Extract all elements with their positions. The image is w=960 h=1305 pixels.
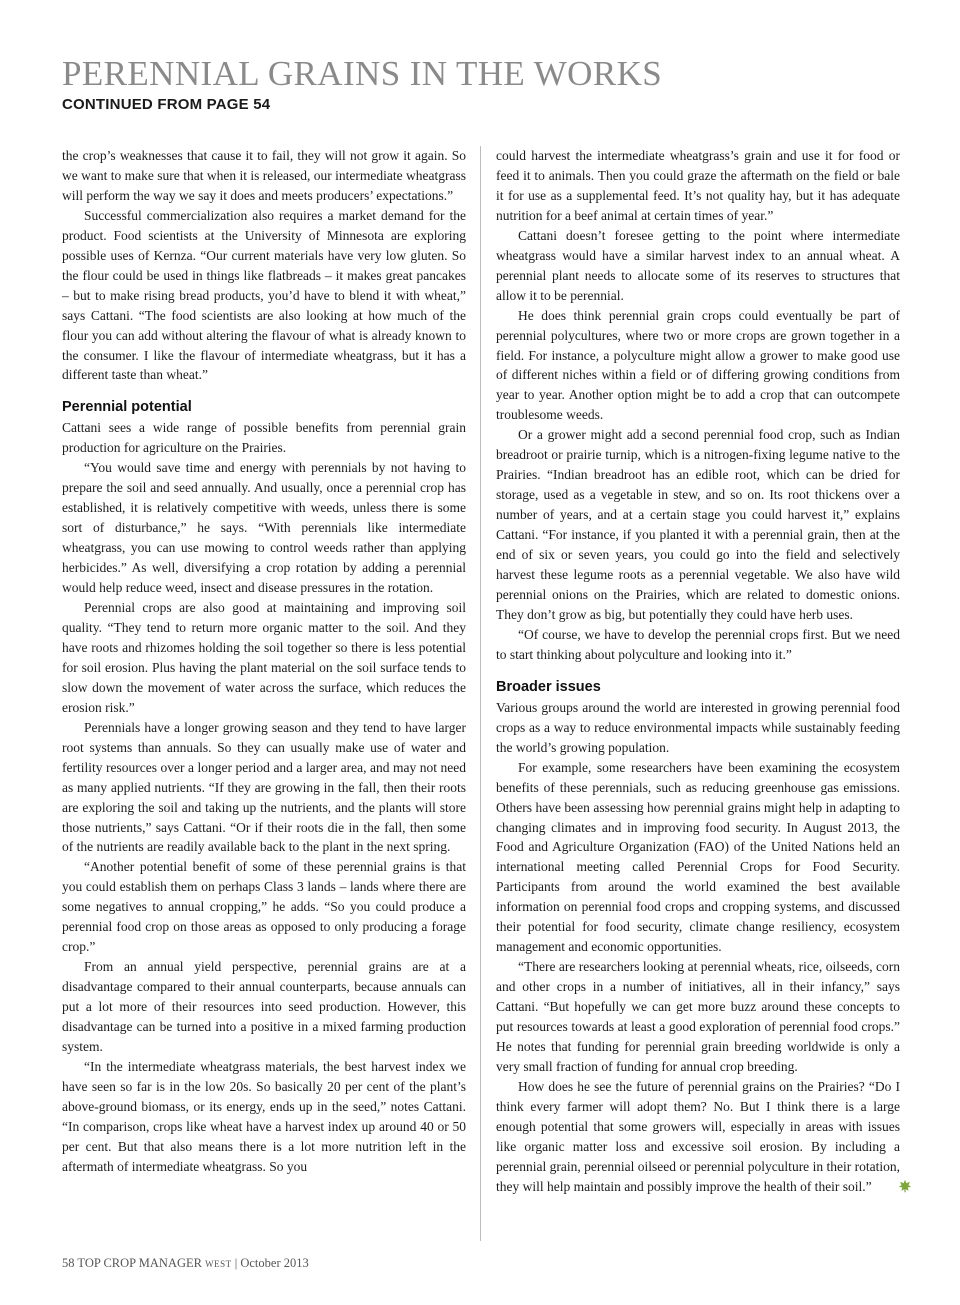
paragraph: Successful commercialization also requires a market demand for the product. Food scientists at the University of Minnesota are exploring possible uses of Kernza. “Our current materials have very low gluten. So the flour could be used in things like flatbreads – it makes great pancakes – but to make rising bread products, you’d have to blend it with wheat,” says Cattani. “The food scientists are also looking at how much of the flour you can add without altering the flavour of what is already known to the consumer. I like the flavour of intermediate wheatgrass, but it has a different taste than wheat.” — [62, 207, 466, 383]
paragraph: could harvest the intermediate wheatgrass’s grain and use it for food or feed it to animals. Then you could graze the aftermath on the field or bale it for use as a supplemental feed. It’s not quality hay, but it has adequate nutrition for a beef animal at certain times of year.” — [496, 148, 900, 223]
paragraph: “Another potential benefit of some of these perennial grains is that you could establish them on perhaps Class 3 lands – lands where there are some negatives to annual cropping,” he adds. “So you could produce a perennial food crop on those areas as opposed to only producing a forage crop.” — [62, 859, 466, 955]
paragraph: From an annual yield perspective, perennial grains are at a disadvantage compared to their annual counterparts, because annuals can put a lot more of their resources into seed production. However, this disadvantage can be turned into a positive in a mixed farming production system. — [62, 959, 466, 1054]
column-divider — [480, 146, 481, 1241]
paragraph: “Of course, we have to develop the perennial crops first. But we need to start thinking about polyculture and looking into it.” — [496, 626, 900, 662]
paragraph: He does think perennial grain crops could eventually be part of perennial polycultures, where two or more crops are grown together in a field. For instance, a polyculture might allow a grower to make good use of different niches within a field or of differing growing conditions from year to year. Another option might be to add a crop that can outcompete troublesome weeds. — [496, 307, 900, 423]
leaf-icon — [876, 1179, 890, 1193]
issue-date: October 2013 — [240, 1256, 309, 1270]
article-title: PERENNIAL GRAINS IN THE WORKS — [62, 54, 663, 93]
left-column — [62, 146, 466, 1177]
magazine-name: TOP CROP MANAGER — [77, 1256, 202, 1270]
section-heading-broader-issues: Broader issues — [496, 678, 601, 695]
right-column — [496, 146, 900, 1197]
continued-label: CONTINUED FROM PAGE 54 — [62, 96, 271, 113]
paragraph: “You would save time and energy with perennials by not having to prepare the soil and seed annually. And usually, once a perennial crop has established, it is relatively competitive with weeds, unless there is some sort of disturbance,” he says. “With perennials like intermediate wheatgrass, you can use mowing to control weeds rather than applying herbicides.” As well, diversifying a crop rotation by adding a perennial would help reduce weed, insect and disease pressures in the rotation. — [62, 460, 466, 596]
section-heading-perennial-potential: Perennial potential — [62, 399, 192, 416]
paragraph: Perennials have a longer growing season and they tend to have larger root systems than annuals. So they can usually make use of water and fertility resources over a longer period and a larger area, and may not need as many applied nutrients. “If they are growing in the fall, then their roots are exploring the soil and taking up the nutrients, and the plants will store those nutrients,” says Cattani. “Or if their roots die in the fall, then some of the nutrients are readily available back to the plant in the next spring. — [62, 719, 466, 855]
page-number: 58 — [62, 1256, 75, 1270]
paragraph: “There are researchers looking at perennial wheats, rice, oilseeds, corn and other crops in a number of initiatives, all in their infancy,” says Cattani. “But hopefully we can get more buzz around these concepts to put resources towards at least a good exploration of perennial food crops.” He notes that funding for perennial grain breeding worldwide is only a very small fraction of funding for annual crop breeding. — [496, 959, 900, 1074]
paragraph: the crop’s weaknesses that cause it to fail, they will not grow it again. So we want to make sure that when it is released, our intermediate wheatgrass will perform the way we say it does and meets producers’ expectations.” — [62, 148, 466, 203]
paragraph: “In the intermediate wheatgrass materials, the best harvest index we have seen so far is in the low 20s. So basically 20 per cent of the plant’s above-ground biomass, or its energy, ends up in the seed,” notes Cattani. “In comparison, crops like wheat have a harvest index up around 40 or 50 per cent. But that also means there is a lot more nutrition left in the aftermath of intermediate wheatgrass. So you — [62, 1058, 466, 1174]
paragraph: Perennial crops are also good at maintaining and improving soil quality. “They tend to return more organic matter to the soil. And they have roots and rhizomes holding the soil together so there is less potential for soil erosion. Plus having the plant material on the soil surface tends to slow down the movement of water across the surface, which reduces the erosion risk.” — [62, 600, 466, 715]
magazine-edition: WEST — [205, 1259, 232, 1269]
final-paragraph-text: How does he see the future of perennial grains on the Prairies? “Do I think every farmer will adopt them? No. But I think there is a large enough potential that some growers will, especially in areas with issues like organic matter loss and excessive soil erosion. By including a perennial grain, perennial oilseed or perennial polyculture in their rotation, they will help maintain and possibly improve the health of their soil.” — [496, 1078, 900, 1194]
paragraph: Cattani sees a wide range of possible benefits from perennial grain production for agriculture on the Prairies. — [62, 420, 466, 456]
paragraph: Cattani doesn’t foresee getting to the point where intermediate wheatgrass would have a similar harvest index to an annual wheat. A perennial plant needs to allocate some of its reserves to structures that allow it to be perennial. — [496, 227, 900, 303]
paragraph: Or a grower might add a second perennial food crop, such as Indian breadroot or prairie turnip, which is a nitrogen-fixing legume native to the Prairies. “Indian breadroot has an edible root, which can be dried for storage, used as a vegetable in stew, and so on. Its root thickens over a number of years, and at a certain stage you could harvest it,” explains Cattani. “For instance, if you planted it with a perennial grain, then at the end of six or seven years, you could go into the field and selectively harvest these legume roots as a perennial vegetable. We also have wild perennial onions on the Prairies, which are related to domestic onions. They don’t grow as big, but potentially they could have herb uses. — [496, 427, 900, 622]
footer-separator: | — [234, 1256, 238, 1270]
paragraph: For example, some researchers have been examining the ecosystem benefits of these perennials, such as reducing greenhouse gas emissions. Others have been assessing how perennial grains might help in adapting to changing climates and in improving food security. In August 2013, the Food and Agriculture Organization (FAO) of the United Nations held an international meeting called Perennial Crops for Food Security. Participants from around the world examined the best available information on perennial food crops and cropping systems, and discussed their potential for food security, climate change resiliency, ecosystem management and economic opportunities. — [496, 759, 900, 955]
paragraph-final — [496, 1077, 900, 1197]
page-header — [62, 54, 922, 113]
paragraph: Various groups around the world are interested in growing perennial food crops as a way to reduce environmental impacts while sustainably feeding the world’s growing population. — [496, 699, 900, 755]
page-footer — [62, 1256, 309, 1271]
